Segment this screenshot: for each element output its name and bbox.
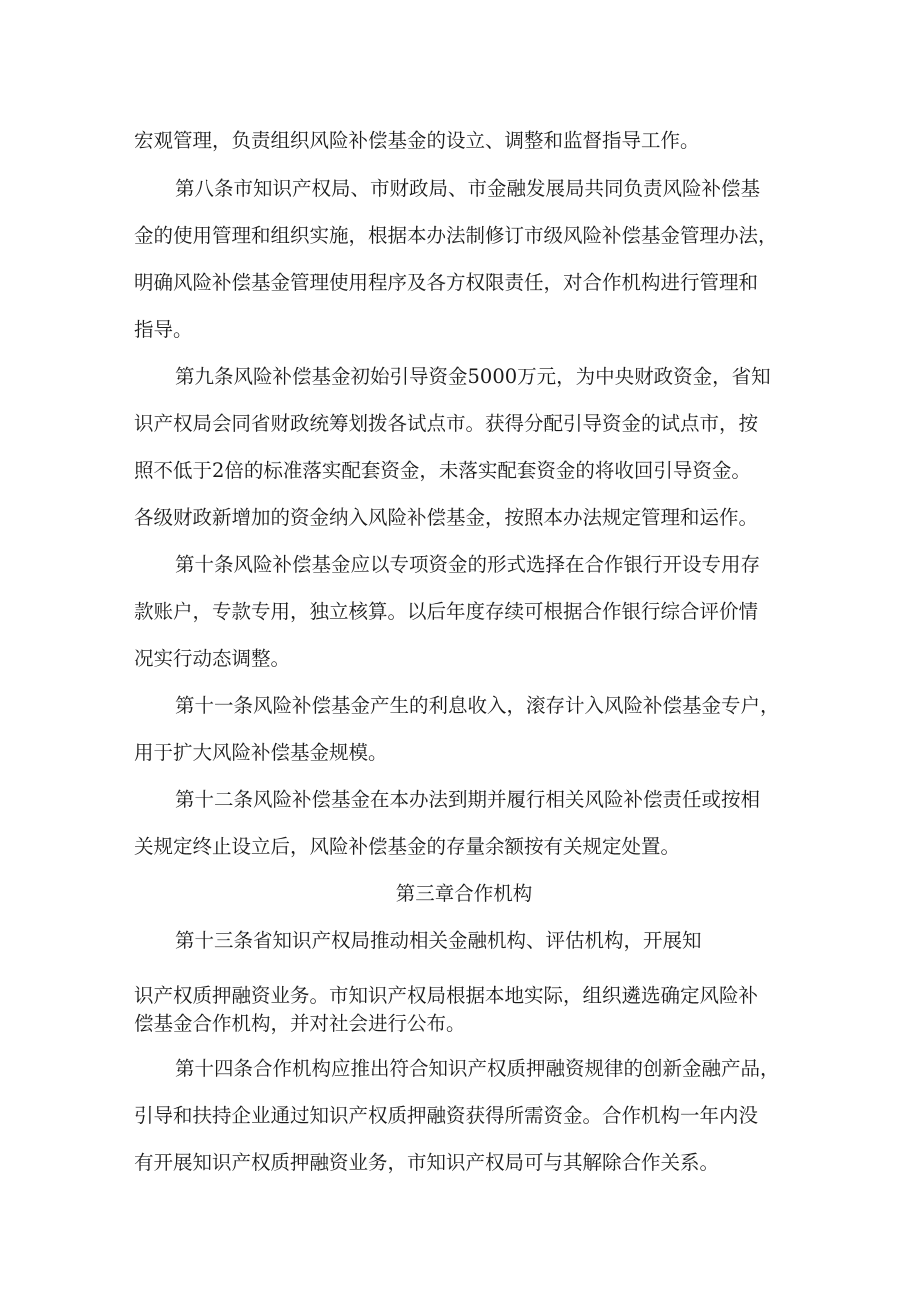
article-13-line: 第十三条省知识产权局推动相关金融机构、评估机构，开展知	[175, 929, 702, 952]
article-9-line: 第九条风险补偿基金初始引导资金5000万元，为中央财政资金，省知	[175, 365, 771, 388]
text-line: 用于扩大风险补偿基金规模。	[134, 741, 388, 764]
text-line: 指导。	[134, 318, 193, 341]
text-line: 关规定终止设立后，风险补偿基金的存量余额按有关规定处置。	[134, 835, 681, 858]
chapter-heading: 第三章合作机构	[395, 882, 533, 905]
article-8-line: 第八条市知识产权局、市财政局、市金融发展局共同负责风险补偿基	[175, 177, 761, 200]
text-line: 有开展知识产权质押融资业务，市知识产权局可与其解除合作关系。	[134, 1151, 720, 1174]
text-line: 识产权局会同省财政统筹划拨各试点市。获得分配引导资金的试点市，按	[134, 412, 759, 435]
text-line: 偿基金合作机构，并对社会进行公布。	[134, 1012, 466, 1035]
text-line: 照不低于2倍的标准落实配套资金，未落实配套资金的将收回引导资金。	[134, 459, 751, 482]
article-12-line: 第十二条风险补偿基金在本办法到期并履行相关风险补偿责任或按相	[175, 788, 761, 811]
text-line: 况实行动态调整。	[134, 647, 291, 670]
article-10-line: 第十条风险补偿基金应以专项资金的形式选择在合作银行开设专用存	[175, 553, 761, 576]
text-line: 金的使用管理和组织实施，根据本办法制修订市级风险补偿基金管理办法，	[134, 224, 778, 247]
text-line: 各级财政新增加的资金纳入风险补偿基金，按照本办法规定管理和运作。	[134, 506, 759, 529]
article-11-line: 第十一条风险补偿基金产生的利息收入，滚存计入风险补偿基金专户，	[175, 694, 780, 717]
article-14-line: 第十四条合作机构应推出符合知识产权质押融资规律的创新金融产品，	[175, 1057, 780, 1080]
text-line: 款账户，专款专用，独立核算。以后年度存续可根据合作银行综合评价情	[134, 600, 759, 623]
text-line: 识产权质押融资业务。市知识产权局根据本地实际，组织遴选确定风险补	[134, 984, 759, 1007]
text-line: 明确风险补偿基金管理使用程序及各方权限责任，对合作机构进行管理和	[134, 271, 759, 294]
text-line: 引导和扶持企业通过知识产权质押融资获得所需资金。合作机构一年内没	[134, 1104, 759, 1127]
text-line: 宏观管理，负责组织风险补偿基金的设立、调整和监督指导工作。	[134, 129, 700, 152]
